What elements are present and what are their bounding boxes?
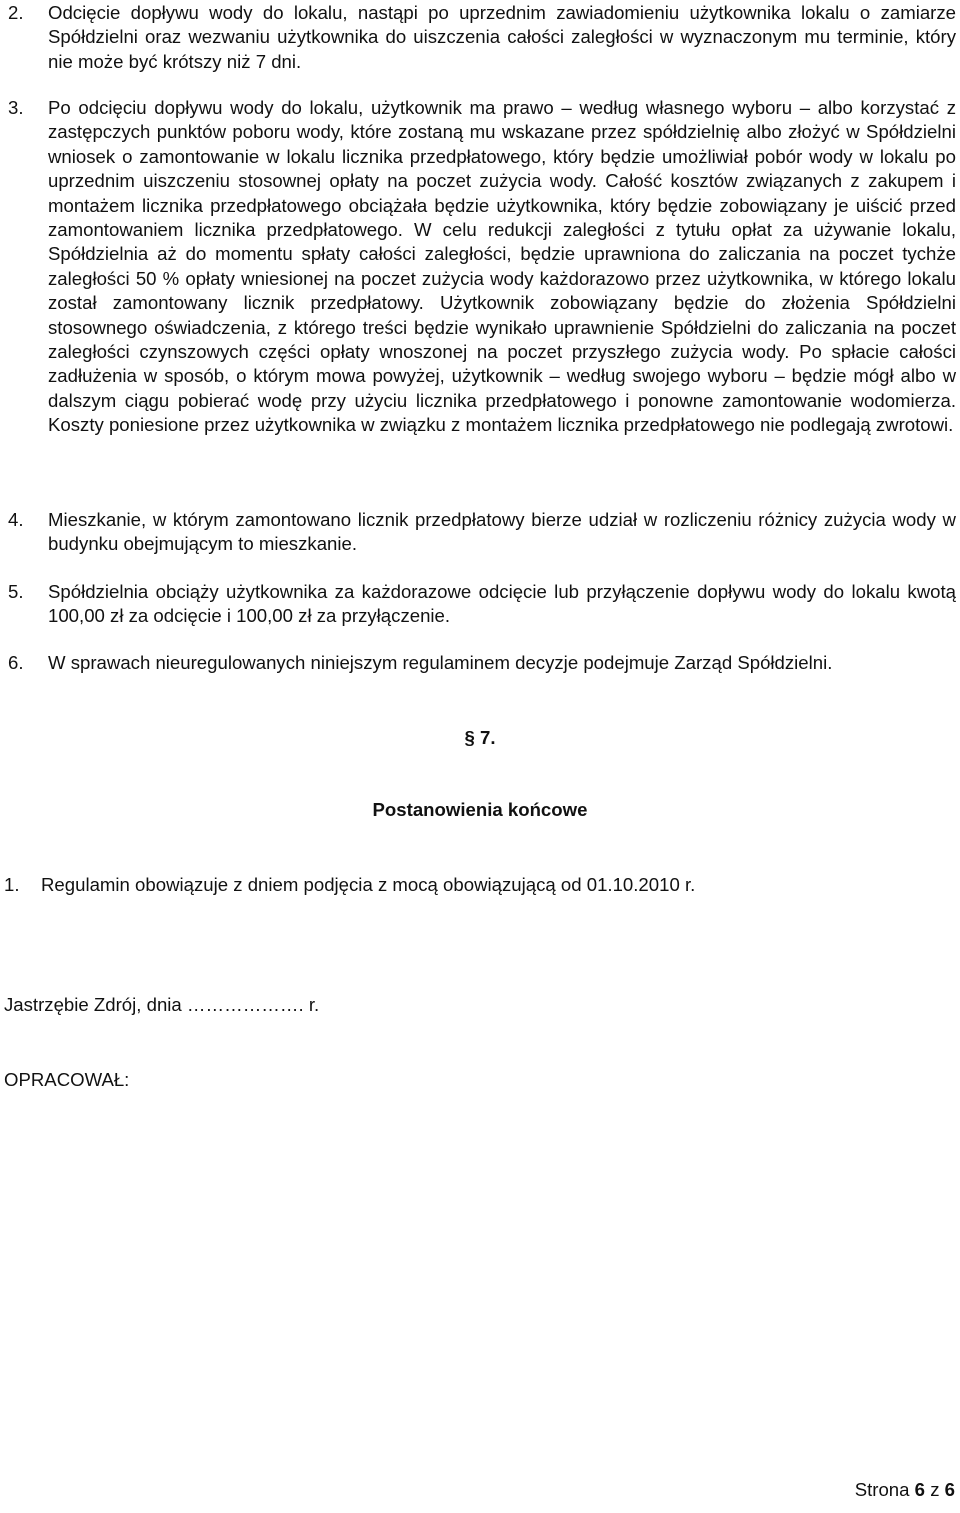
list-item [8, 580, 956, 629]
page-current: 6 [914, 1479, 926, 1500]
page-total: 6 [944, 1479, 955, 1500]
section-heading: § 7. [464, 727, 496, 748]
list-item-number: 2. [8, 2, 24, 23]
list-item [8, 96, 956, 438]
list-item [8, 508, 956, 557]
list-item-text: Mieszkanie, w którym zamontowano licznik przedpłatowy bierze udział w rozliczeniu różnicy zużycia wody w budynku obejmującym to mieszkanie. [48, 509, 956, 555]
list-item-number: 1. [4, 874, 20, 895]
list-item-text: Regulamin obowiązuje z dniem podjęcia z mocą obowiązującą od 01.10.2010 r. [41, 874, 696, 895]
list-item [8, 651, 956, 675]
page-label: Strona [854, 1479, 910, 1500]
list-item [8, 1, 956, 74]
list-item-number: 6. [8, 652, 24, 673]
list-item-number: 4. [8, 509, 24, 530]
list-item-text: W sprawach nieuregulowanych niniejszym regulaminem decyzje podejmuje Zarząd Spółdzielni. [48, 652, 833, 673]
page-separator: z [930, 1479, 940, 1500]
page-number-footer [855, 1478, 955, 1502]
list-item-number: 5. [8, 581, 24, 602]
place-date-line: Jastrzębie Zdrój, dnia ………………. r. [4, 994, 320, 1015]
list-item-text: Odcięcie dopływu wody do lokalu, nastąpi po uprzednim zawiadomieniu użytkownika lokalu o zamiarze Spółdzielni oraz wezwaniu użytkownika do uiszczenia całości zaległości w wyznaczonym mu terminie, który nie może być krótszy niż 7 dni. [48, 2, 956, 72]
prepared-by-label: OPRACOWAŁ: [4, 1069, 130, 1090]
list-item-text: Po odcięciu dopływu wody do lokalu, użytkownik ma prawo – według własnego wyboru – albo korzystać z zastępczych punktów poboru wody, które zostaną mu wskazane przez spółdzielnię albo złożyć w Spółdzielni wniosek o zamontowanie w lokalu licznika przedpłatowego, który będzie umożliwiał pobór wody w lokalu po uprzednim uiszczeniu stosownej opłaty na poczet zużycia wody. Całość kosztów związanych z zakupem i montażem licznika przedpłatowego obciążała będzie użytkownika, który będzie zobowiązany je uiścić przed zamontowaniem licznika przedpłatowego. W celu redukcji zaległości z tytułu opłat za używanie lokalu, Spółdzielnia aż do momentu spłaty całości zaległości, będzie uprawniona do zaliczania na poczet tychże zaległości 50 % opłaty wniesionej na poczet zużycia wody każdorazowo przez użytkownika, w którego lokalu został zamontowany licznik przedpłatowy. Użytkownik zobowiązany będzie do złożenia Spółdzielni stosownego oświadczenia, z którego treści będzie wynikało uprawnienie Spółdzielni do zaliczania na poczet zaległości czynszowych części opłaty wnoszonej na poczet przyszłego zużycia wody. Po spłacie całości zadłużenia w sposób, o którym mowa powyżej, użytkownik – według swojego wyboru – będzie mógł albo w dalszym ciągu pobierać wodę przy użyciu licznika przedpłatowego i ponowne zamontowanie wodomierza. Koszty poniesione przez użytkownika w związku z montażem licznika przedpłatowego nie podlegają zwrotowi. [48, 97, 956, 436]
list-item-number: 3. [8, 97, 24, 118]
section-title: Postanowienia końcowe [372, 799, 588, 820]
list-item [4, 873, 954, 897]
list-item-text: Spółdzielnia obciąży użytkownika za każdorazowe odcięcie lub przyłączenie dopływu wody do lokalu kwotą 100,00 zł za odcięcie i 100,00 zł za przyłączenie. [48, 581, 956, 627]
